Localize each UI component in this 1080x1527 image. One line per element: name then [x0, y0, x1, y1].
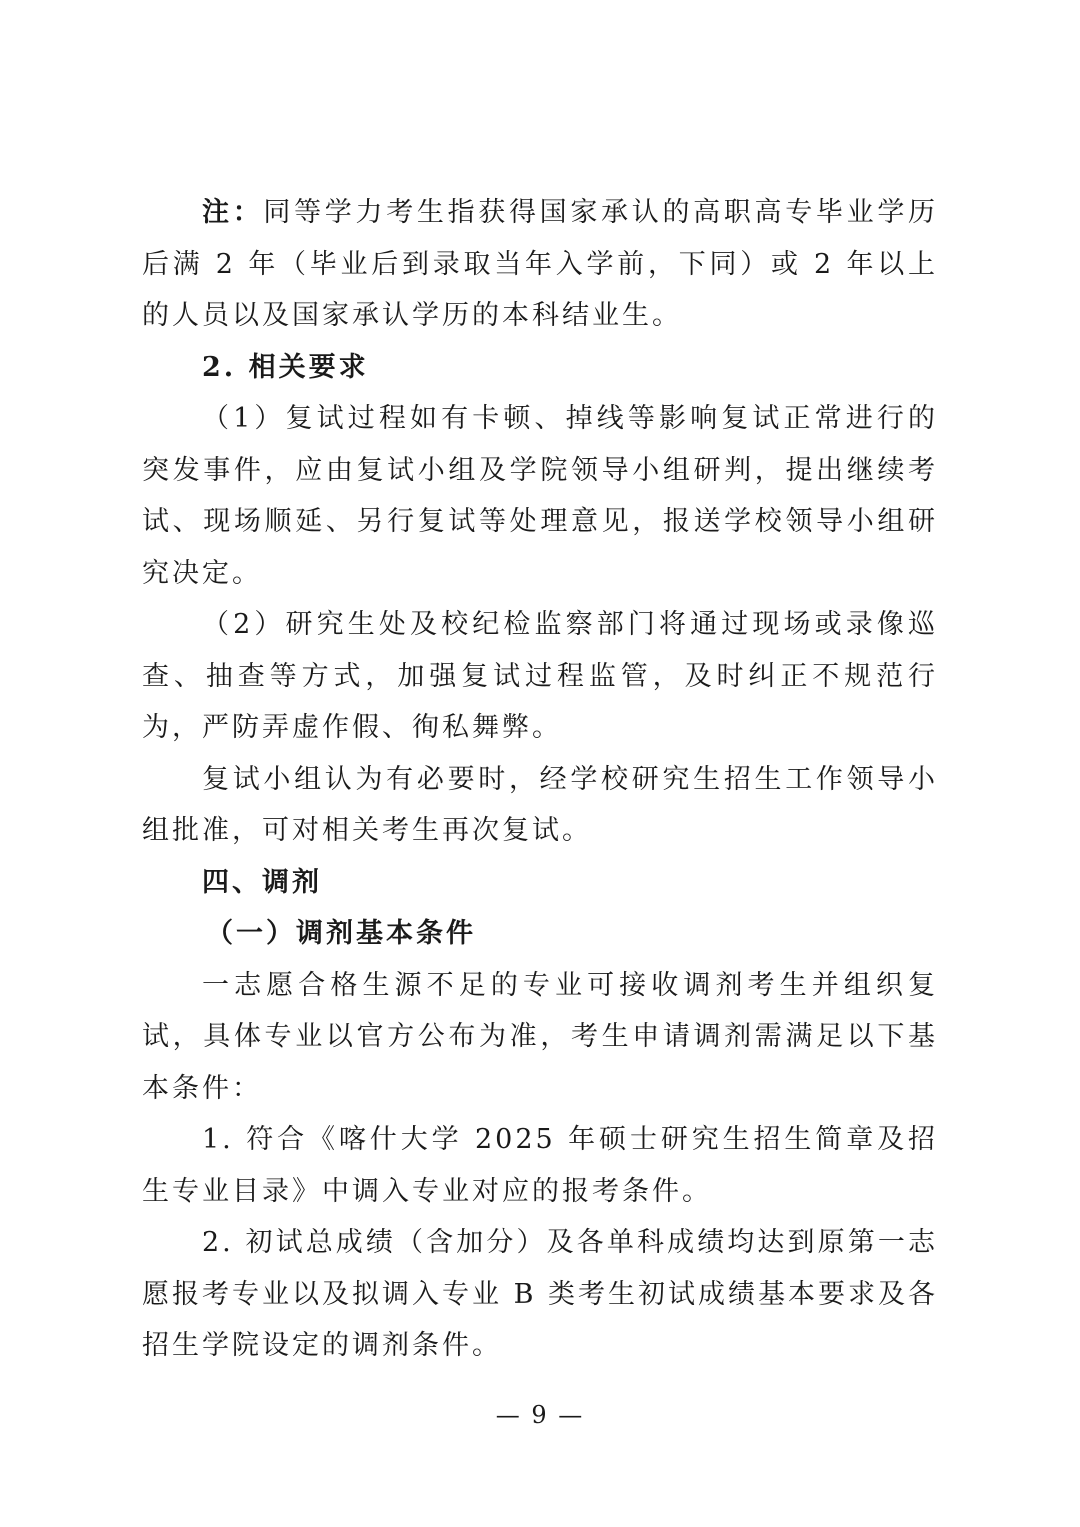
- requirement-2-paragraph: （2）研究生处及校纪检监察部门将通过现场或录像巡查、抽查等方式，加强复试过程监管，及时纠正不规范行为，严防弄虚作假、徇私舞弊。: [142, 609, 938, 743]
- subsection-1-heading: （一）调剂基本条件: [206, 918, 476, 949]
- adjustment-intro-paragraph: 一志愿合格生源不足的专业可接收调剂考生并组织复试，具体专业以官方公布为准，考生申请调剂需满足以下基本条件：: [142, 969, 938, 1104]
- section-2-heading: 2. 相关要求: [202, 351, 369, 383]
- requirement-1-paragraph: （1）复试过程如有卡顿、掉线等影响复试正常进行的突发事件，应由复试小组及学院领导小组研判，提出继续考试、现场顺延、另行复试等处理意见，报送学校领导小组研究决定。: [142, 403, 938, 589]
- section-4-heading: 四、调剂: [202, 866, 322, 898]
- retest-paragraph: 复试小组认为有必要时，经学校研究生招生工作领导小组批准，可对相关考生再次复试。: [142, 763, 938, 846]
- note-text: 同等学力考生指获得国家承认的高职高专毕业学历后满 2 年（毕业后到录取当年入学前，下同）或 2 年以上的人员以及国家承认学历的本科结业生。: [142, 197, 939, 331]
- note-lead: 注：: [202, 197, 264, 228]
- note-paragraph: [142, 187, 938, 342]
- condition-1-paragraph: 1. 符合《喀什大学 2025 年硕士研究生招生简章及招生专业目录》中调入专业对应的报考条件。: [142, 1124, 938, 1207]
- document-body: [142, 187, 938, 1372]
- condition-2-paragraph: 2. 初试总成绩（含加分）及各单科成绩均达到原第一志愿报考专业以及拟调入专业 B 类考生初试成绩基本要求及各招生学院设定的调剂条件。: [142, 1227, 939, 1361]
- page-number: — 9 —: [495, 1401, 585, 1429]
